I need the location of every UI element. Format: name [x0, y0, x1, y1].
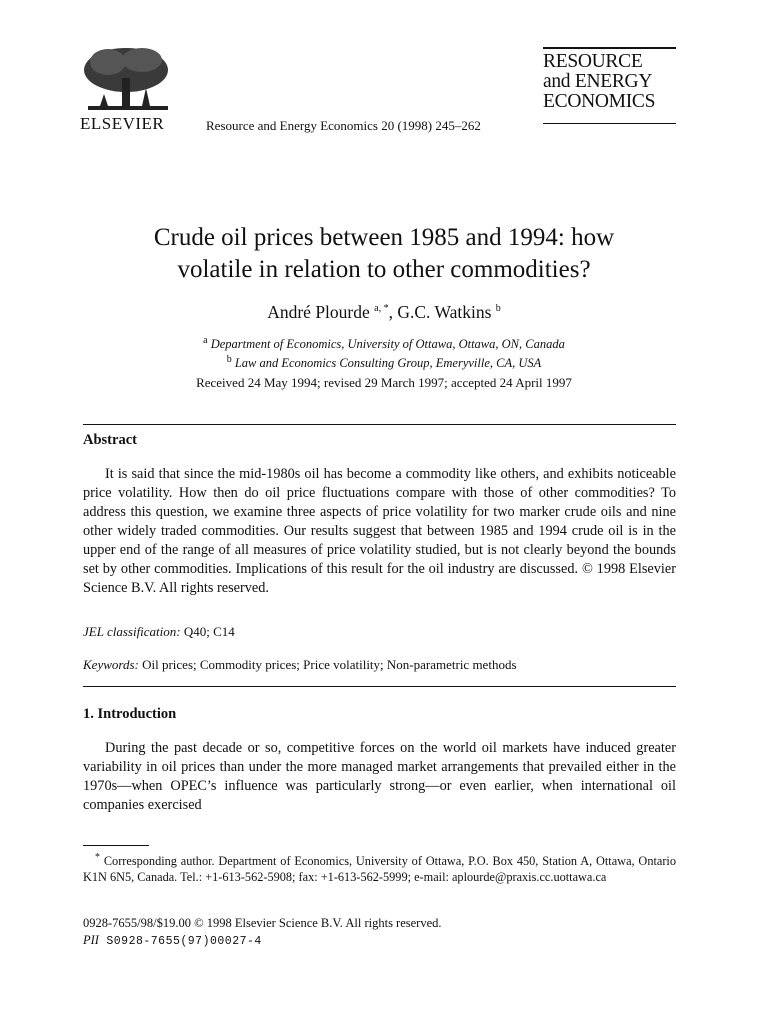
- journal-title-line: RESOURCE: [543, 51, 643, 72]
- author-name: André Plourde: [267, 302, 370, 322]
- pii-label: PII: [83, 933, 99, 947]
- keywords-label: Keywords:: [83, 657, 139, 672]
- pii-line: [83, 933, 262, 948]
- author-list: [60, 302, 708, 323]
- journal-title-line: ECONOMICS: [543, 91, 656, 112]
- affiliation-text: Law and Economics Consulting Group, Emeryville, CA, USA: [234, 356, 542, 371]
- introduction-text: During the past decade or so, competitive forces on the world oil markets have induced greater variability in oil prices than under the more managed market arrangements that prevailed either in the 1970s—when OPEC’s influence was particularly strong—or even earlier, when international oil companies exercised: [83, 740, 676, 813]
- author-separator: ,: [388, 302, 398, 322]
- footnote-mark: *: [95, 852, 100, 863]
- paper-title-line: volatile in relation to other commodities?: [177, 256, 591, 283]
- paper-title-line: Crude oil prices between 1985 and 1994: how: [153, 224, 615, 251]
- journal-title-line: and ENERGY: [543, 71, 653, 92]
- affiliation-mark: b: [226, 354, 232, 366]
- abstract-rule-bottom: [83, 686, 676, 687]
- journal-title-rule-bottom: [543, 123, 676, 124]
- abstract-text: It is said that since the mid-1980s oil has become a commodity like others, and exhibits noticeable price volatility. How then do oil price fluctuations compare with those of other commodities? To address this question, we examine three aspects of price volatility for two marker crude oils and nine other widely traded commodities. Our results suggest that between 1985 and 1994 crude oil is in the upper end of the range of all measures of price volatility studied, but is not clearly beyond the bounds set by other commodities. Implications of this result for the oil industry are discussed. © 1998 Elsevier Science B.V. All rights reserved.: [83, 466, 676, 596]
- author-name: G.C. Watkins: [397, 302, 492, 322]
- affiliation-text: Department of Economics, University of Ottawa, Ottawa, ON, Canada: [210, 337, 565, 352]
- abstract-heading: Abstract: [83, 432, 137, 448]
- affiliations: [60, 333, 708, 371]
- received-dates: Received 24 May 1994; revised 29 March 1997; accepted 24 April 1997: [196, 375, 572, 390]
- affiliation-mark: a: [203, 335, 208, 346]
- author-affiliation-mark: a, *: [374, 303, 389, 315]
- paper-title: [60, 222, 708, 286]
- jel-label: JEL classification:: [83, 624, 181, 639]
- footnote-rule: [83, 845, 149, 846]
- journal-title: [543, 52, 683, 112]
- section-heading: 1. Introduction: [83, 706, 177, 722]
- abstract-rule-top: [83, 424, 676, 425]
- keywords-value: Oil prices; Commodity prices; Price volatility; Non-parametric methods: [138, 657, 517, 672]
- keywords: [83, 657, 517, 673]
- issn-line: 0928-7655/98/$19.00 © 1998 Elsevier Science B.V. All rights reserved.: [83, 916, 442, 930]
- author-affiliation-mark: b: [495, 303, 501, 315]
- footnote: [83, 850, 676, 885]
- journal-citation: Resource and Energy Economics 20 (1998) 245–262: [206, 118, 481, 133]
- footnote-text: Corresponding author. Department of Economics, University of Ottawa, P.O. Box 450, Station A, Ottawa, Ontario K1N 6N5, Canada. Tel.: +1-613-562-5908; fax: +1-613-562-5999; e-mail: aplourde@praxis.cc.uottawa.ca: [83, 854, 676, 885]
- publisher-name: ELSEVIER: [80, 114, 165, 133]
- pii-value: S0928-7655(97)00027-4: [98, 935, 262, 948]
- jel-classification: [83, 624, 235, 640]
- affiliation-b: [60, 352, 708, 371]
- journal-title-rule-top: [543, 47, 676, 49]
- jel-value: Q40; C14: [180, 624, 235, 639]
- affiliation-a: [60, 333, 708, 352]
